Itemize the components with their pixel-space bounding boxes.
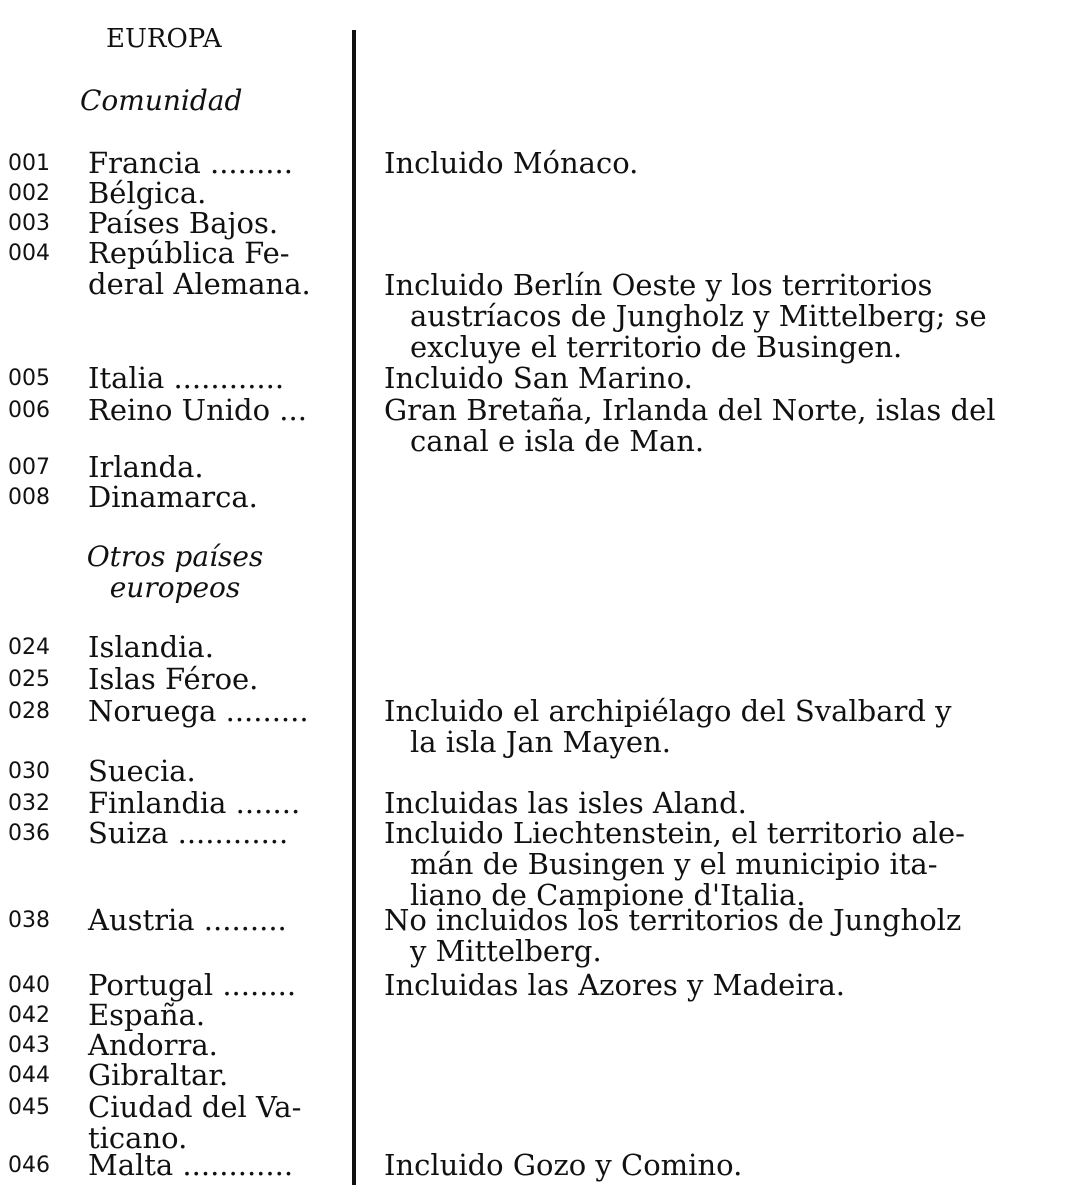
country-note xyxy=(384,395,1068,457)
country-code: 042 xyxy=(8,1003,50,1028)
country-code: 003 xyxy=(8,211,50,236)
note-line: excluye el territorio de Busingen. xyxy=(410,330,903,364)
note-line: Incluido Berlín Oeste y los territorios xyxy=(384,268,933,302)
country-name: Malta ............ xyxy=(88,1148,294,1182)
column-divider xyxy=(352,30,356,1185)
country-note xyxy=(384,270,1068,363)
note-line: austríacos de Jungholz y Mittelberg; se xyxy=(410,299,987,333)
country-name: Finlandia ....... xyxy=(88,786,301,820)
country-name: Gibraltar. xyxy=(88,1058,229,1092)
note-line: liano de Campione d'Italia. xyxy=(410,878,806,912)
country-code: 036 xyxy=(8,821,50,846)
note-line: la isla Jan Mayen. xyxy=(410,725,671,759)
country-name: Países Bajos. xyxy=(88,206,279,240)
country-note xyxy=(384,148,1068,179)
country-code: 032 xyxy=(8,791,50,816)
country-note xyxy=(384,970,1068,1001)
note-line: Incluido Liechtenstein, el territorio ale- xyxy=(384,816,965,850)
country-code: 040 xyxy=(8,973,50,998)
group-heading-otros-paises xyxy=(70,541,280,603)
country-name: España. xyxy=(88,998,206,1032)
group-heading-line-1: Otros países xyxy=(86,540,264,573)
country-name: Noruega ......... xyxy=(88,694,309,728)
country-note xyxy=(384,818,1068,911)
country-code: 028 xyxy=(8,699,50,724)
note-line: mán de Busingen y el municipio ita- xyxy=(410,847,938,881)
country-code: 030 xyxy=(8,759,50,784)
country-code: 008 xyxy=(8,485,50,510)
note-line: Incluidas las Azores y Madeira. xyxy=(384,968,845,1002)
country-code: 005 xyxy=(8,366,50,391)
note-line: Incluido San Marino. xyxy=(384,361,693,395)
country-name: Andorra. xyxy=(88,1028,218,1062)
country-name: Francia ......... xyxy=(88,146,293,180)
section-title: EUROPA xyxy=(106,24,222,54)
country-code: 044 xyxy=(8,1063,50,1088)
country-name: Dinamarca. xyxy=(88,480,258,514)
country-name: Austria ......... xyxy=(88,903,287,937)
country-name: Suecia. xyxy=(88,754,196,788)
note-line: Incluidas las isles Aland. xyxy=(384,786,747,820)
country-name: Italia ............ xyxy=(88,361,285,395)
country-name: República Fe- deral Alemana. xyxy=(88,236,311,301)
country-note xyxy=(384,788,1068,819)
country-name: Irlanda. xyxy=(88,450,204,484)
country-name: Bélgica. xyxy=(88,176,207,210)
note-line: No incluidos los territorios de Jungholz xyxy=(384,903,962,937)
group-heading-line-2: europeos xyxy=(109,571,241,604)
country-code: 004 xyxy=(8,241,50,266)
country-name: Reino Unido ... xyxy=(88,393,307,427)
note-line: Incluido Gozo y Comino. xyxy=(384,1148,743,1182)
country-code: 038 xyxy=(8,908,50,933)
country-code: 024 xyxy=(8,635,50,660)
country-name: Portugal ........ xyxy=(88,968,297,1002)
country-code: 002 xyxy=(8,181,50,206)
group-heading-comunidad: Comunidad xyxy=(80,84,243,117)
country-note xyxy=(384,696,1068,758)
country-code: 046 xyxy=(8,1153,50,1178)
country-name: Islas Féroe. xyxy=(88,662,259,696)
country-name: Islandia. xyxy=(88,630,214,664)
country-name: Suiza ............ xyxy=(88,816,289,850)
country-note xyxy=(384,1150,1068,1181)
note-line: canal e isla de Man. xyxy=(410,424,705,458)
country-code: 043 xyxy=(8,1033,50,1058)
country-code: 007 xyxy=(8,455,50,480)
note-line: Gran Bretaña, Irlanda del Norte, islas del xyxy=(384,393,996,427)
country-name: Ciudad del Va- ticano. xyxy=(88,1090,302,1155)
country-code: 045 xyxy=(8,1095,50,1120)
country-code: 025 xyxy=(8,667,50,692)
country-code: 001 xyxy=(8,151,50,176)
note-line: Incluido Mónaco. xyxy=(384,146,639,180)
country-note xyxy=(384,363,1068,394)
note-line: Incluido el archipiélago del Svalbard y xyxy=(384,694,952,728)
country-code: 006 xyxy=(8,398,50,423)
country-note xyxy=(384,905,1068,967)
note-line: y Mittelberg. xyxy=(410,934,602,968)
